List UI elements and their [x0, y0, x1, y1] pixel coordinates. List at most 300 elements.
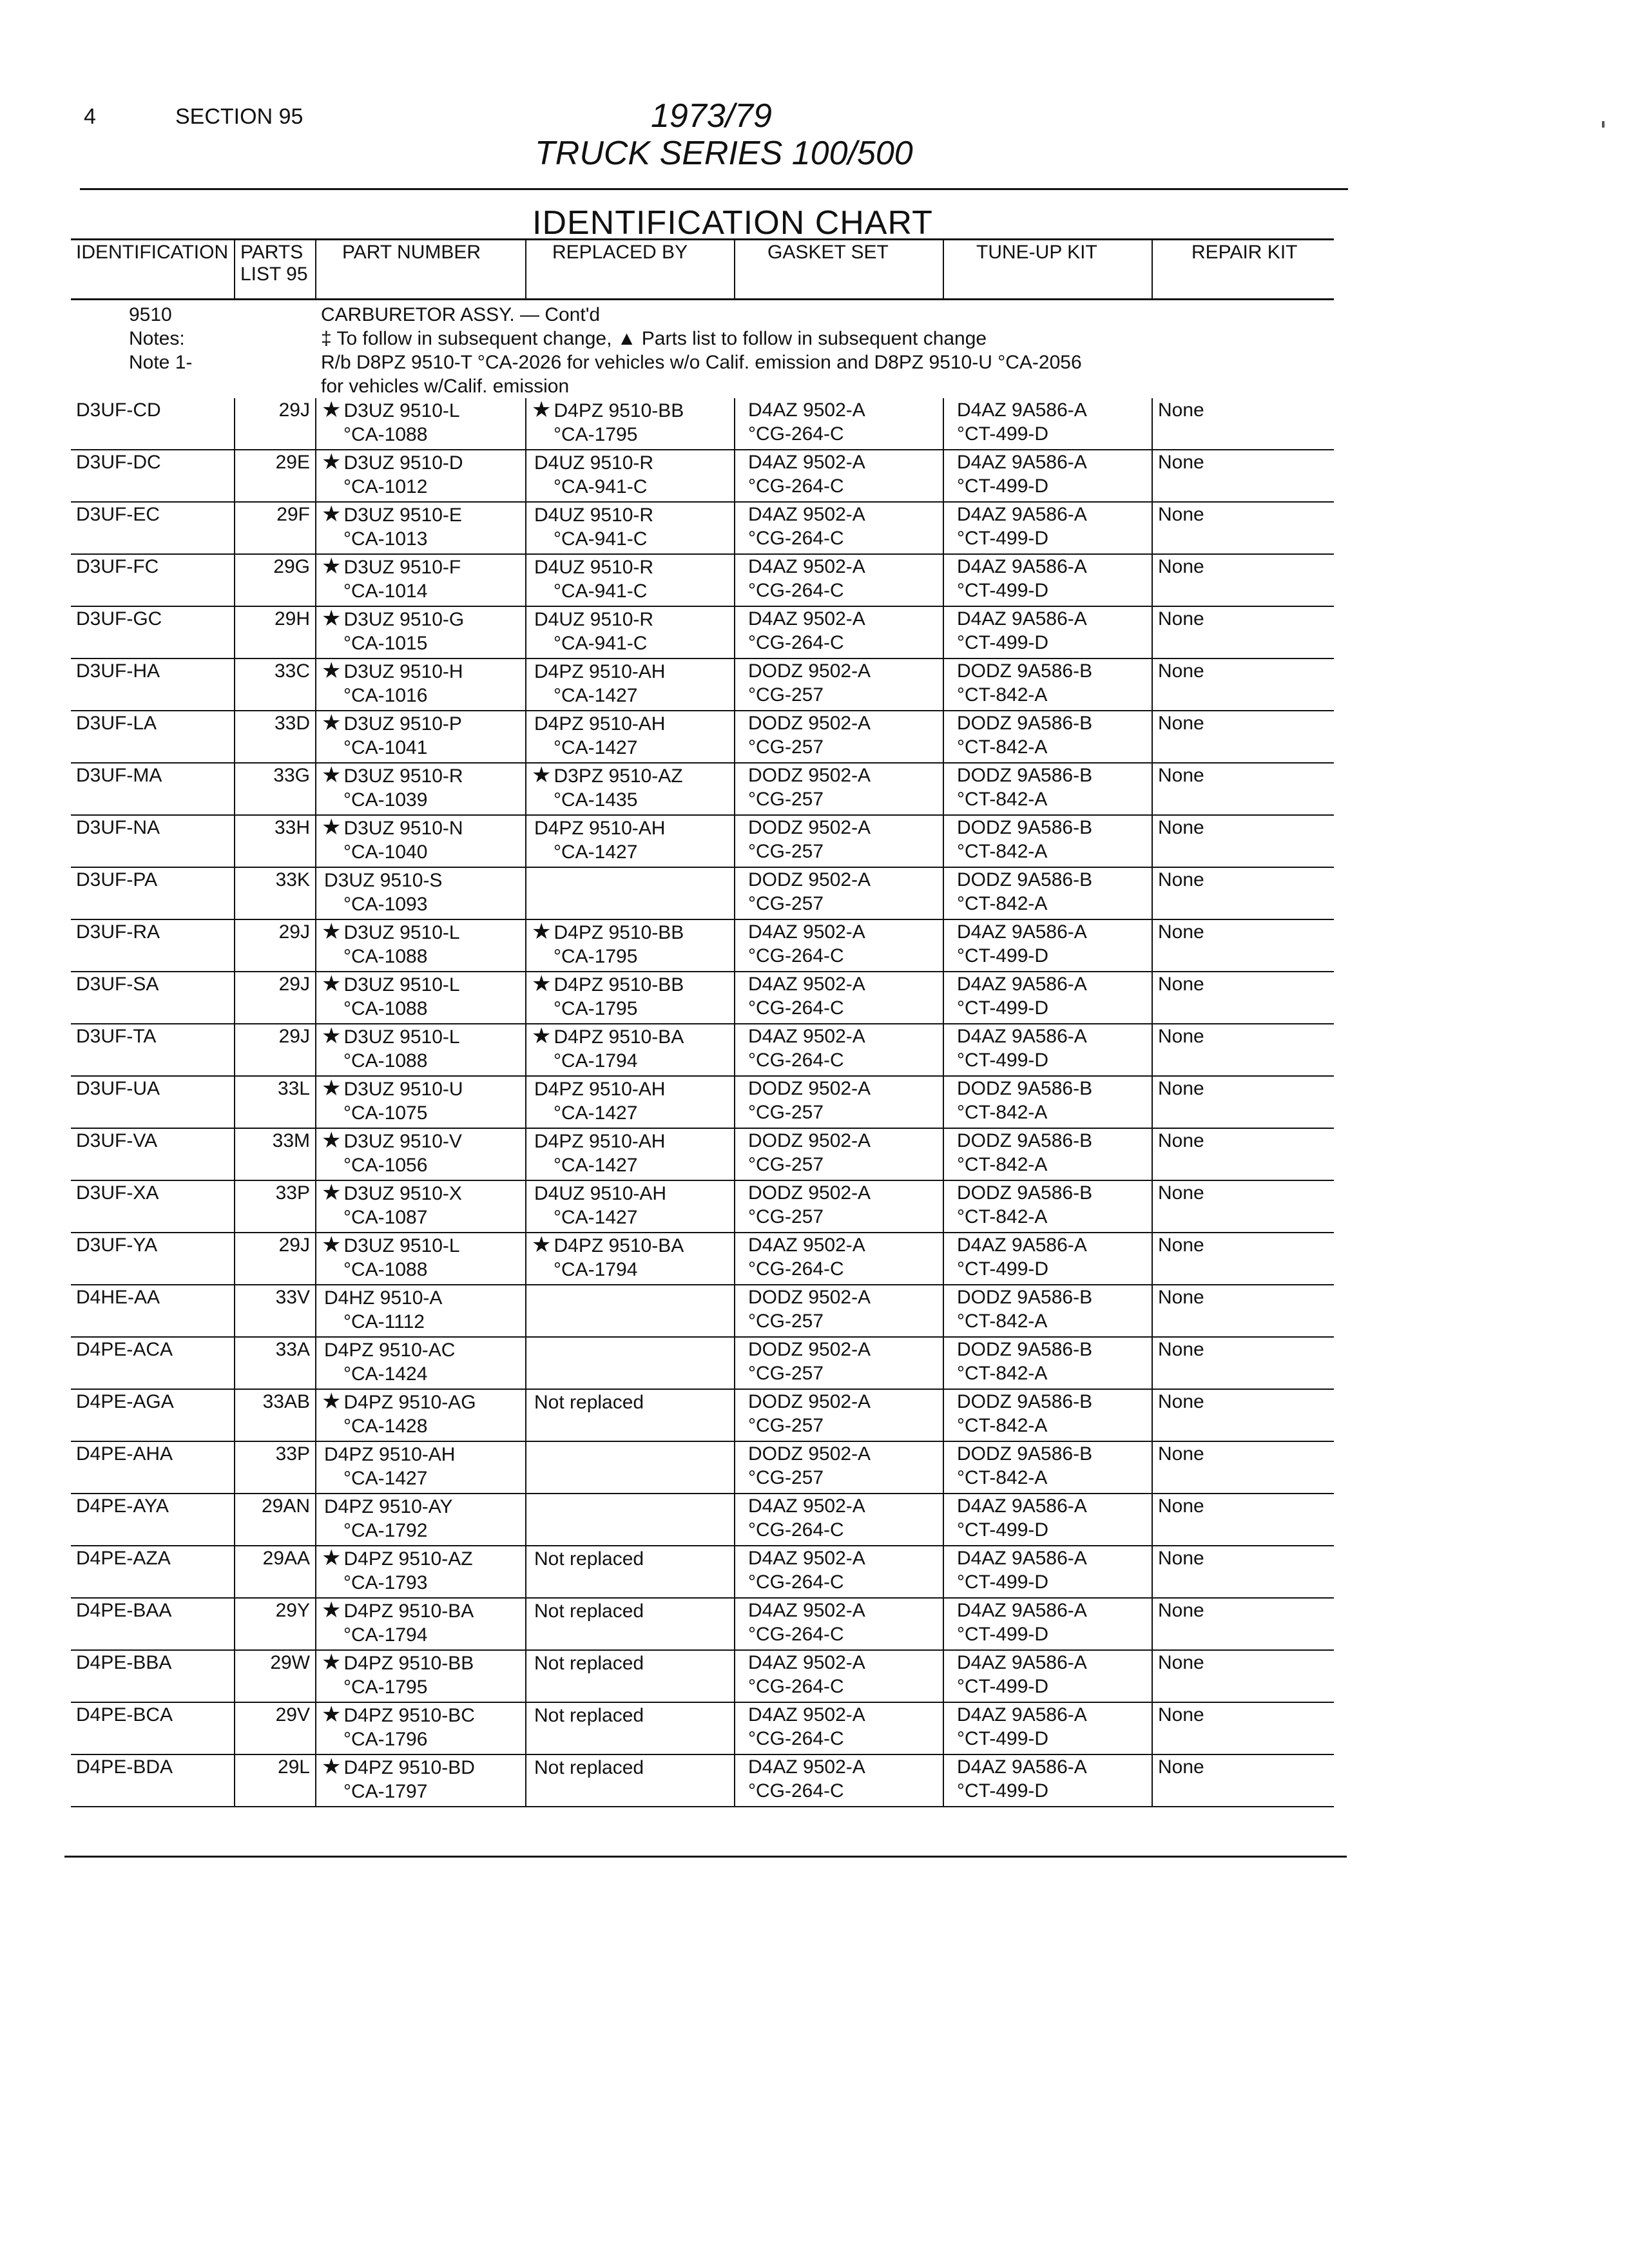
- gasket-set-cell: [735, 1546, 943, 1598]
- gasket-number: DODZ 9502-A: [748, 1339, 871, 1360]
- identification-cell: D4PE-AGA: [71, 1389, 235, 1441]
- tune-up-kit-cell: [943, 450, 1152, 502]
- table-row: [71, 554, 1334, 606]
- gasket-cg-number: °CG-257: [748, 1311, 824, 1332]
- part-number-cell: [316, 450, 526, 502]
- parts-list-cell: 29G: [235, 554, 316, 606]
- tune-up-number: DODZ 9A586-B: [957, 1287, 1093, 1308]
- part-number-cell: [316, 815, 526, 867]
- tune-up-number: DODZ 9A586-B: [957, 713, 1093, 734]
- part-number: D3UZ 9510-F: [343, 557, 461, 578]
- gasket-number: D4AZ 9502-A: [748, 452, 865, 473]
- part-number: D3UZ 9510-L: [343, 922, 460, 943]
- tune-up-kit-cell: [943, 1076, 1152, 1128]
- replacement-ca-number: °CA-1795: [554, 946, 638, 967]
- part-number: D4PZ 9510-AZ: [343, 1548, 473, 1570]
- replacement-ca-number: °CA-1427: [554, 685, 638, 706]
- table-row: [71, 1233, 1334, 1285]
- gasket-set-cell: [735, 1598, 943, 1650]
- gasket-set-cell: [735, 815, 943, 867]
- repair-kit-cell: None: [1152, 1441, 1334, 1494]
- replacement-number: D4PZ 9510-BA: [554, 1026, 684, 1048]
- gasket-set-cell: [735, 1233, 943, 1285]
- gasket-number: D4AZ 9502-A: [748, 556, 865, 577]
- part-number-cell: [316, 1024, 526, 1076]
- replacement-ca-number: °CA-1794: [554, 1050, 638, 1072]
- replaced-by-cell: [526, 606, 735, 658]
- col-parts-list: PARTS LIST 95: [235, 240, 316, 300]
- part-number: D3UZ 9510-V: [343, 1131, 462, 1152]
- gasket-number: D4AZ 9502-A: [748, 608, 865, 629]
- tune-up-number: DODZ 9A586-B: [957, 1391, 1093, 1412]
- identification-cell: D3UF-FC: [71, 554, 235, 606]
- tune-up-ct-number: °CT-499-D: [957, 1780, 1049, 1802]
- tune-up-number: DODZ 9A586-B: [957, 1130, 1093, 1151]
- parts-list-cell: 29V: [235, 1702, 316, 1754]
- gasket-cg-number: °CG-257: [748, 1415, 824, 1436]
- part-ca-number: °CA-1012: [343, 476, 428, 497]
- tune-up-ct-number: °CT-499-D: [957, 1519, 1049, 1541]
- gasket-cg-number: °CG-257: [748, 1206, 824, 1227]
- table-row: [71, 919, 1334, 972]
- replacement-ca-number: °CA-1795: [554, 424, 638, 445]
- gasket-set-cell: [735, 1180, 943, 1233]
- replacement-number: Not replaced: [534, 1600, 644, 1622]
- replacement-number: D4PZ 9510-AH: [534, 1131, 666, 1152]
- replacement-number: D4PZ 9510-AH: [534, 661, 666, 682]
- part-number: D3UZ 9510-N: [343, 818, 463, 839]
- part-number-cell: [316, 658, 526, 711]
- table-row: [71, 1337, 1334, 1389]
- section-label: SECTION 95: [175, 104, 304, 129]
- gasket-number: DODZ 9502-A: [748, 817, 871, 838]
- tune-up-ct-number: °CT-842-A: [957, 1311, 1048, 1332]
- part-number-cell: [316, 502, 526, 554]
- gasket-set-cell: [735, 972, 943, 1024]
- part-number-cell: [316, 1389, 526, 1441]
- gasket-number: D4AZ 9502-A: [748, 1652, 865, 1673]
- tune-up-number: DODZ 9A586-B: [957, 660, 1093, 682]
- part-ca-number: °CA-1056: [343, 1155, 428, 1176]
- gasket-number: DODZ 9502-A: [748, 1078, 871, 1099]
- repair-kit-cell: None: [1152, 867, 1334, 919]
- identification-cell: D3UF-DC: [71, 450, 235, 502]
- part-number: D3UZ 9510-L: [343, 400, 460, 421]
- identification-cell: D3UF-EC: [71, 502, 235, 554]
- tune-up-ct-number: °CT-499-D: [957, 1050, 1049, 1071]
- tune-up-number: D4AZ 9A586-A: [957, 1600, 1087, 1621]
- part-number-cell: [316, 1233, 526, 1285]
- table-row: [71, 502, 1334, 554]
- gasket-cg-number: °CG-257: [748, 1154, 824, 1175]
- star-icon: ★: [532, 972, 552, 996]
- replaced-by-cell: [526, 763, 735, 815]
- tune-up-kit-cell: [943, 1285, 1152, 1337]
- gasket-cg-number: °CG-264-C: [748, 1728, 844, 1749]
- star-icon: ★: [322, 763, 342, 787]
- replaced-by-cell: [526, 1180, 735, 1233]
- tune-up-number: DODZ 9A586-B: [957, 817, 1093, 838]
- gasket-cg-number: °CG-264-C: [748, 997, 844, 1019]
- group-title: CARBURETOR ASSY. — Cont'd: [321, 304, 601, 325]
- gasket-set-cell: [735, 1024, 943, 1076]
- tune-up-ct-number: °CT-499-D: [957, 1258, 1049, 1280]
- replaced-by-cell: [526, 1598, 735, 1650]
- gasket-number: D4AZ 9502-A: [748, 1548, 865, 1569]
- star-icon: ★: [322, 1598, 342, 1622]
- tune-up-ct-number: °CT-499-D: [957, 1728, 1049, 1749]
- group-code: 9510: [129, 304, 172, 325]
- gasket-set-cell: [735, 1441, 943, 1494]
- table-row: [71, 606, 1334, 658]
- parts-list-cell: 33P: [235, 1180, 316, 1233]
- gasket-cg-number: °CG-257: [748, 1467, 824, 1488]
- parts-list-cell: 33H: [235, 815, 316, 867]
- part-ca-number: °CA-1427: [343, 1468, 428, 1489]
- gasket-cg-number: °CG-257: [748, 841, 824, 862]
- tune-up-kit-cell: [943, 1650, 1152, 1702]
- tune-up-kit-cell: [943, 1389, 1152, 1441]
- col-replaced-by: REPLACED BY: [526, 240, 735, 300]
- tune-up-number: DODZ 9A586-B: [957, 1182, 1093, 1204]
- identification-cell: D3UF-SA: [71, 972, 235, 1024]
- part-number-cell: [316, 606, 526, 658]
- tune-up-number: D4AZ 9A586-A: [957, 608, 1087, 629]
- part-number: D3UZ 9510-S: [324, 870, 443, 891]
- replaced-by-cell: [526, 1285, 735, 1337]
- gasket-number: D4AZ 9502-A: [748, 399, 865, 421]
- gasket-cg-number: °CG-264-C: [748, 1571, 844, 1593]
- tune-up-number: DODZ 9A586-B: [957, 1443, 1093, 1465]
- tune-up-kit-cell: [943, 711, 1152, 763]
- parts-list-cell: 29J: [235, 919, 316, 972]
- identification-cell: D4PE-BCA: [71, 1702, 235, 1754]
- table-row: [71, 1650, 1334, 1702]
- replaced-by-cell: [526, 1650, 735, 1702]
- tune-up-kit-cell: [943, 1754, 1152, 1807]
- part-number-cell: [316, 711, 526, 763]
- tune-up-ct-number: °CT-842-A: [957, 1102, 1048, 1123]
- replacement-ca-number: °CA-941-C: [554, 476, 648, 497]
- replacement-number: Not replaced: [534, 1548, 644, 1570]
- replacement-number: D4UZ 9510-R: [534, 609, 654, 630]
- gasket-number: D4AZ 9502-A: [748, 1026, 865, 1047]
- star-icon: ★: [532, 1024, 552, 1048]
- table-row: [71, 1285, 1334, 1337]
- gasket-number: D4AZ 9502-A: [748, 1235, 865, 1256]
- tune-up-kit-cell: [943, 972, 1152, 1024]
- parts-list-cell: 29J: [235, 1024, 316, 1076]
- part-number: D3UZ 9510-L: [343, 1026, 460, 1048]
- gasket-set-cell: [735, 554, 943, 606]
- replaced-by-cell: [526, 867, 735, 919]
- replacement-ca-number: °CA-1427: [554, 1207, 638, 1228]
- repair-kit-cell: None: [1152, 502, 1334, 554]
- tune-up-ct-number: °CT-499-D: [957, 1571, 1049, 1593]
- identification-cell: D3UF-GC: [71, 606, 235, 658]
- identification-cell: D4PE-ACA: [71, 1337, 235, 1389]
- repair-kit-cell: None: [1152, 1702, 1334, 1754]
- star-icon: ★: [322, 398, 342, 422]
- table-row: [71, 398, 1334, 450]
- replaced-by-cell: [526, 502, 735, 554]
- identification-cell: D3UF-PA: [71, 867, 235, 919]
- part-ca-number: °CA-1795: [343, 1677, 428, 1698]
- identification-cell: D4PE-BAA: [71, 1598, 235, 1650]
- gasket-number: D4AZ 9502-A: [748, 504, 865, 525]
- replaced-by-cell: [526, 919, 735, 972]
- series-title: TRUCK SERIES 100/500: [535, 135, 913, 172]
- tune-up-number: D4AZ 9A586-A: [957, 504, 1087, 525]
- table-row: [71, 1389, 1334, 1441]
- parts-list-cell: 29J: [235, 972, 316, 1024]
- star-icon: ★: [322, 554, 342, 579]
- part-number: D3UZ 9510-P: [343, 713, 462, 735]
- table-row: [71, 867, 1334, 919]
- replaced-by-cell: [526, 1233, 735, 1285]
- parts-list-cell: 29H: [235, 606, 316, 658]
- tune-up-number: DODZ 9A586-B: [957, 1339, 1093, 1360]
- gasket-cg-number: °CG-264-C: [748, 528, 844, 549]
- repair-kit-cell: None: [1152, 1389, 1334, 1441]
- replacement-ca-number: °CA-1427: [554, 737, 638, 758]
- tune-up-number: D4AZ 9A586-A: [957, 1704, 1087, 1725]
- replaced-by-cell: [526, 450, 735, 502]
- gasket-cg-number: °CG-264-C: [748, 945, 844, 966]
- tune-up-ct-number: °CT-499-D: [957, 528, 1049, 549]
- gasket-number: DODZ 9502-A: [748, 1182, 871, 1204]
- tune-up-ct-number: °CT-499-D: [957, 476, 1049, 497]
- part-number: D4HZ 9510-A: [324, 1287, 443, 1309]
- table-row: [71, 658, 1334, 711]
- part-number-cell: [316, 1546, 526, 1598]
- repair-kit-cell: None: [1152, 606, 1334, 658]
- part-number: D3UZ 9510-X: [343, 1183, 462, 1204]
- part-number: D4PZ 9510-AY: [324, 1496, 453, 1517]
- tune-up-number: DODZ 9A586-B: [957, 765, 1093, 786]
- replacement-ca-number: °CA-1435: [554, 789, 638, 811]
- part-number: D4PZ 9510-BC: [343, 1705, 475, 1726]
- repair-kit-cell: None: [1152, 1546, 1334, 1598]
- parts-list-cell: 33D: [235, 711, 316, 763]
- gasket-cg-number: °CG-264-C: [748, 632, 844, 653]
- header-row: [71, 240, 1334, 300]
- replacement-number: D4UZ 9510-R: [534, 557, 654, 578]
- replacement-number: D4PZ 9510-AH: [534, 818, 666, 839]
- part-number: D3UZ 9510-L: [343, 1235, 460, 1256]
- parts-list-cell: 33AB: [235, 1389, 316, 1441]
- gasket-cg-number: °CG-264-C: [748, 1519, 844, 1541]
- chart-title: IDENTIFICATION CHART: [532, 204, 933, 242]
- tune-up-kit-cell: [943, 815, 1152, 867]
- replacement-number: D4UZ 9510-R: [534, 505, 654, 526]
- part-ca-number: °CA-1087: [343, 1207, 428, 1228]
- replacement-number: D4PZ 9510-BB: [554, 400, 684, 421]
- repair-kit-cell: None: [1152, 398, 1334, 450]
- repair-kit-cell: None: [1152, 1233, 1334, 1285]
- replacement-number: D4UZ 9510-R: [534, 452, 654, 474]
- repair-kit-cell: None: [1152, 1076, 1334, 1128]
- replaced-by-cell: [526, 1128, 735, 1180]
- part-ca-number: °CA-1088: [343, 1259, 428, 1280]
- part-number-cell: [316, 972, 526, 1024]
- replacement-number: Not replaced: [534, 1653, 644, 1674]
- table-row: [71, 711, 1334, 763]
- repair-kit-cell: None: [1152, 1024, 1334, 1076]
- replaced-by-cell: [526, 815, 735, 867]
- part-ca-number: °CA-1112: [343, 1311, 425, 1332]
- gasket-cg-number: °CG-264-C: [748, 580, 844, 601]
- tune-up-ct-number: °CT-842-A: [957, 789, 1048, 810]
- tune-up-ct-number: °CT-499-D: [957, 945, 1049, 966]
- gasket-set-cell: [735, 1128, 943, 1180]
- star-icon: ★: [322, 919, 342, 944]
- part-number-cell: [316, 1494, 526, 1546]
- star-icon: ★: [532, 763, 552, 787]
- gasket-cg-number: °CG-264-C: [748, 1624, 844, 1645]
- part-number-cell: [316, 1441, 526, 1494]
- repair-kit-cell: None: [1152, 711, 1334, 763]
- part-number-cell: [316, 919, 526, 972]
- group-notes: [71, 300, 1334, 399]
- gasket-cg-number: °CG-264-C: [748, 1258, 844, 1280]
- tune-up-kit-cell: [943, 1024, 1152, 1076]
- replaced-by-cell: [526, 1076, 735, 1128]
- part-number-cell: [316, 398, 526, 450]
- identification-cell: D4HE-AA: [71, 1285, 235, 1337]
- tune-up-number: D4AZ 9A586-A: [957, 452, 1087, 473]
- gasket-set-cell: [735, 919, 943, 972]
- repair-kit-cell: None: [1152, 1128, 1334, 1180]
- star-icon: ★: [322, 450, 342, 474]
- parts-list-cell: 33L: [235, 1076, 316, 1128]
- parts-list-cell: 29J: [235, 1233, 316, 1285]
- star-icon: ★: [322, 1024, 342, 1048]
- replacement-ca-number: °CA-1427: [554, 841, 638, 863]
- tune-up-ct-number: °CT-842-A: [957, 841, 1048, 862]
- part-number-cell: [316, 1076, 526, 1128]
- part-number-cell: [316, 763, 526, 815]
- part-number-cell: [316, 1337, 526, 1389]
- parts-list-cell: 29L: [235, 1754, 316, 1807]
- replacement-number: D4PZ 9510-BA: [554, 1235, 684, 1256]
- tune-up-number: D4AZ 9A586-A: [957, 1548, 1087, 1569]
- replaced-by-cell: [526, 554, 735, 606]
- replacement-number: D4PZ 9510-BB: [554, 974, 684, 995]
- repair-kit-cell: None: [1152, 450, 1334, 502]
- star-icon: ★: [322, 1754, 342, 1779]
- gasket-number: DODZ 9502-A: [748, 869, 871, 890]
- tune-up-ct-number: °CT-842-A: [957, 893, 1048, 914]
- tune-up-number: D4AZ 9A586-A: [957, 399, 1087, 421]
- part-number-cell: [316, 1285, 526, 1337]
- tune-up-ct-number: °CT-842-A: [957, 1467, 1048, 1488]
- part-number-cell: [316, 1128, 526, 1180]
- gasket-number: D4AZ 9502-A: [748, 1495, 865, 1517]
- part-ca-number: °CA-1013: [343, 528, 428, 550]
- gasket-set-cell: [735, 606, 943, 658]
- tune-up-ct-number: °CT-842-A: [957, 1206, 1048, 1227]
- gasket-cg-number: °CG-257: [748, 789, 824, 810]
- tune-up-ct-number: °CT-842-A: [957, 1363, 1048, 1384]
- replaced-by-cell: [526, 711, 735, 763]
- col-tune-up-kit: TUNE-UP KIT: [943, 240, 1152, 300]
- tune-up-kit-cell: [943, 658, 1152, 711]
- tune-up-ct-number: °CT-499-D: [957, 1676, 1049, 1697]
- part-number: D3UZ 9510-H: [343, 661, 463, 682]
- table-row: [71, 1441, 1334, 1494]
- star-icon: ★: [322, 1128, 342, 1153]
- tune-up-kit-cell: [943, 1337, 1152, 1389]
- identification-cell: D3UF-YA: [71, 1233, 235, 1285]
- gasket-set-cell: [735, 1754, 943, 1807]
- tune-up-ct-number: °CT-499-D: [957, 423, 1049, 445]
- repair-kit-cell: None: [1152, 658, 1334, 711]
- identification-cell: D4PE-AZA: [71, 1546, 235, 1598]
- part-number-cell: [316, 1598, 526, 1650]
- replacement-ca-number: °CA-941-C: [554, 633, 648, 654]
- star-icon: ★: [322, 972, 342, 996]
- replacement-number: D4PZ 9510-BB: [554, 922, 684, 943]
- part-ca-number: °CA-1016: [343, 685, 428, 706]
- parts-list-cell: 29E: [235, 450, 316, 502]
- table-row: [71, 1180, 1334, 1233]
- gasket-number: DODZ 9502-A: [748, 1287, 871, 1308]
- scan-speck: [1602, 121, 1605, 128]
- repair-kit-cell: None: [1152, 972, 1334, 1024]
- repair-kit-cell: None: [1152, 919, 1334, 972]
- tune-up-number: D4AZ 9A586-A: [957, 1652, 1087, 1673]
- table-row: [71, 763, 1334, 815]
- table-row: [71, 1702, 1334, 1754]
- tune-up-kit-cell: [943, 1546, 1152, 1598]
- star-icon: ★: [322, 815, 342, 840]
- part-ca-number: °CA-1793: [343, 1572, 428, 1593]
- tune-up-ct-number: °CT-842-A: [957, 1154, 1048, 1175]
- table-row: [71, 815, 1334, 867]
- part-ca-number: °CA-1041: [343, 737, 428, 758]
- table-row: [71, 450, 1334, 502]
- star-icon: ★: [322, 1702, 342, 1727]
- table-row: [71, 972, 1334, 1024]
- gasket-set-cell: [735, 658, 943, 711]
- part-ca-number: °CA-1428: [343, 1416, 428, 1437]
- gasket-set-cell: [735, 450, 943, 502]
- table-row: [71, 1128, 1334, 1180]
- gasket-number: D4AZ 9502-A: [748, 1600, 865, 1621]
- replaced-by-cell: [526, 1024, 735, 1076]
- tune-up-kit-cell: [943, 1441, 1152, 1494]
- gasket-set-cell: [735, 502, 943, 554]
- gasket-cg-number: °CG-264-C: [748, 1676, 844, 1697]
- tune-up-number: D4AZ 9A586-A: [957, 1235, 1087, 1256]
- identification-cell: D4PE-AYA: [71, 1494, 235, 1546]
- parts-list-cell: 33M: [235, 1128, 316, 1180]
- identification-cell: D3UF-HA: [71, 658, 235, 711]
- gasket-cg-number: °CG-264-C: [748, 423, 844, 445]
- parts-list-cell: 29Y: [235, 1598, 316, 1650]
- identification-cell: D4PE-BBA: [71, 1650, 235, 1702]
- part-ca-number: °CA-1088: [343, 1050, 428, 1072]
- tune-up-ct-number: °CT-499-D: [957, 997, 1049, 1019]
- part-number-cell: [316, 1754, 526, 1807]
- tune-up-kit-cell: [943, 1233, 1152, 1285]
- tune-up-number: DODZ 9A586-B: [957, 1078, 1093, 1099]
- identification-cell: D4PE-BDA: [71, 1754, 235, 1807]
- star-icon: ★: [322, 502, 342, 526]
- tune-up-number: D4AZ 9A586-A: [957, 1495, 1087, 1517]
- tune-up-ct-number: °CT-499-D: [957, 1624, 1049, 1645]
